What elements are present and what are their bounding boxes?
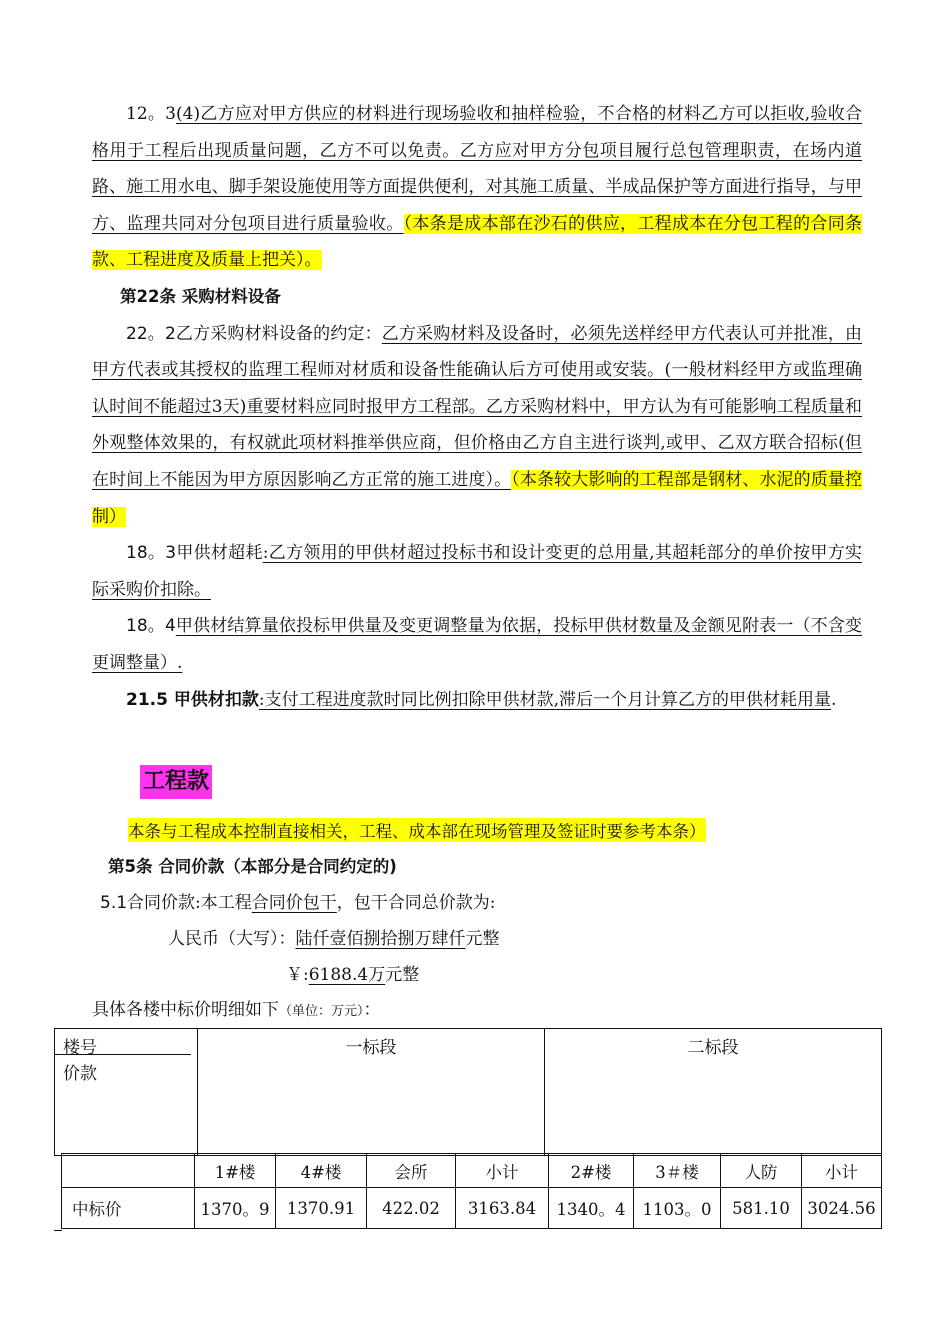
clause-5-1-text-a: :本工程	[195, 893, 252, 913]
yen-line	[286, 960, 419, 985]
clause-18-4	[92, 608, 862, 681]
clause-18-3-text: :乙方领用的甲供材超过投标书和设计变更的总用量,其超耗部分的单价按甲方实际采购价扣除。	[92, 543, 862, 600]
rmb-label: 人民币（大写）：	[168, 929, 296, 949]
clause-5-1-lead: 5.1合同价款	[100, 893, 196, 913]
clause-12-3-text: (4)乙方应对甲方供应的材料进行现场验收和抽样检验，不合格的材料乙方可以拒收,验收合格用于工程后出现质量问题，乙方不可以免责。乙方应对甲方分包项目履行总包管理职责，在场内道路、施工用水电、脚手架设施使用等方面提供便利，对其施工质量、半成品保护等方面进行指导，与甲方、监理共同对分包项目进行质量验收。	[92, 104, 863, 234]
clause-5-1-text-b: 合同价包干	[251, 893, 337, 913]
clause-21-5	[92, 682, 862, 719]
clause-12-3-number: 12。3	[126, 104, 176, 124]
table-cell: 3163.84	[456, 1188, 549, 1229]
price-table-header	[54, 1028, 882, 1156]
document-body	[92, 96, 862, 718]
rmb-suffix: 元整	[465, 929, 500, 949]
section-note: 本条与工程成本控制直接相关，工程、成本部在现场管理及签证时要参考本条）	[128, 818, 706, 842]
detail-colon: ：	[363, 1000, 381, 1020]
table-column-row	[62, 1154, 882, 1188]
detail-line	[92, 995, 381, 1020]
section-2-header: 二标段	[545, 1029, 882, 1156]
column-header: 小计	[456, 1154, 549, 1188]
column-header: 人防	[721, 1154, 802, 1188]
clause-22-2-text: 乙方采购材料及设备时，必须先送样经甲方代表认可并批准，由甲方代表或其授权的监理工程师对材质和设备性能确认后方可使用或安装。(一般材料经甲方或监理确认时间不能超过3天)重要材料应同时报甲方工程部。乙方采购材料中，甲方认为有可能影响工程质量和外观整体效果的，有权就此项材料推举供应商，但价格由乙方自主进行谈判,或甲、乙双方联合招标(但在时间上不能因为甲方原因影响乙方正常的施工进度）。	[92, 323, 863, 490]
clause-21-5-text: :支付工程进度款时同比例扣除甲供材款,滞后一个月计算乙方的甲供材耗用量	[258, 689, 832, 710]
section-title: 工程款	[140, 765, 212, 799]
detail-text: 具体各楼中标价明细如下	[92, 1000, 279, 1020]
clause-12-3-note: （本条是成本部在沙石的供应，工程成本在分包工程的合同条款、工程进度及质量上把关）。	[92, 213, 863, 271]
yen-symbol: ￥:	[286, 965, 309, 985]
column-header: 小计	[802, 1154, 882, 1188]
clause-5-1-text-c: ，包干合同总价款为:	[336, 893, 496, 913]
rmb-line	[168, 924, 500, 949]
clause-22-2-lead: 22。2乙方采购材料设备的约定：	[126, 323, 382, 344]
corner-divider	[55, 1054, 191, 1055]
corner-bottom-label: 价款	[63, 1064, 97, 1084]
detail-unit: （单位：万元）	[279, 1004, 364, 1019]
clause-21-5-tail: .	[831, 689, 837, 710]
clause-5-1	[100, 888, 496, 913]
article-5-title: 第5条 合同价款（本部分是合同约定的)	[108, 857, 397, 876]
clause-18-4-lead: 18。4	[126, 616, 176, 637]
clause-21-5-lead: 21.5 甲供材扣款	[126, 689, 259, 710]
column-header: 2#楼	[549, 1154, 634, 1188]
column-header: 4#楼	[276, 1154, 367, 1188]
section-1-header: 一标段	[198, 1029, 545, 1156]
table-cell: 1103。0	[634, 1188, 721, 1229]
clause-22-2-note: （本条较大影响的工程部是钢材、水泥的质量控制）	[92, 469, 863, 527]
column-header: 1#楼	[195, 1154, 276, 1188]
rmb-amount: 陆仟壹佰捌拾捌万肆仟	[295, 929, 466, 949]
clause-18-4-text: 甲供材结算量依投标甲供量及变更调整量为依据，投标甲供材数量及金额见附表一（不含变更调整量）.	[92, 616, 862, 673]
clause-18-3	[92, 535, 862, 608]
column-header: 会所	[367, 1154, 456, 1188]
row-label: 中标价	[62, 1188, 195, 1229]
table-bottom-rule	[54, 1230, 62, 1231]
table-cell: 1370。9	[195, 1188, 276, 1229]
clause-22-2	[92, 316, 862, 536]
clause-18-3-lead: 18。3甲供材超耗	[126, 543, 263, 564]
table-cell: 3024.56	[802, 1188, 882, 1229]
table-cell: 1370.91	[276, 1188, 367, 1229]
table-corner-cell	[55, 1029, 198, 1156]
yen-amount: 6188.4万	[308, 965, 386, 985]
yen-suffix: 元整	[385, 965, 420, 985]
price-table	[61, 1153, 882, 1229]
table-cell: 1340。4	[549, 1188, 634, 1229]
clause-12-3	[92, 96, 862, 279]
corner-top-label: 楼号	[63, 1038, 97, 1058]
article-22-title: 第22条 采购材料设备	[120, 286, 281, 306]
table-cell: 581.10	[721, 1188, 802, 1229]
column-header	[62, 1154, 195, 1188]
table-row	[62, 1188, 882, 1229]
column-header: 3＃楼	[634, 1154, 721, 1188]
table-cell: 422.02	[367, 1188, 456, 1229]
